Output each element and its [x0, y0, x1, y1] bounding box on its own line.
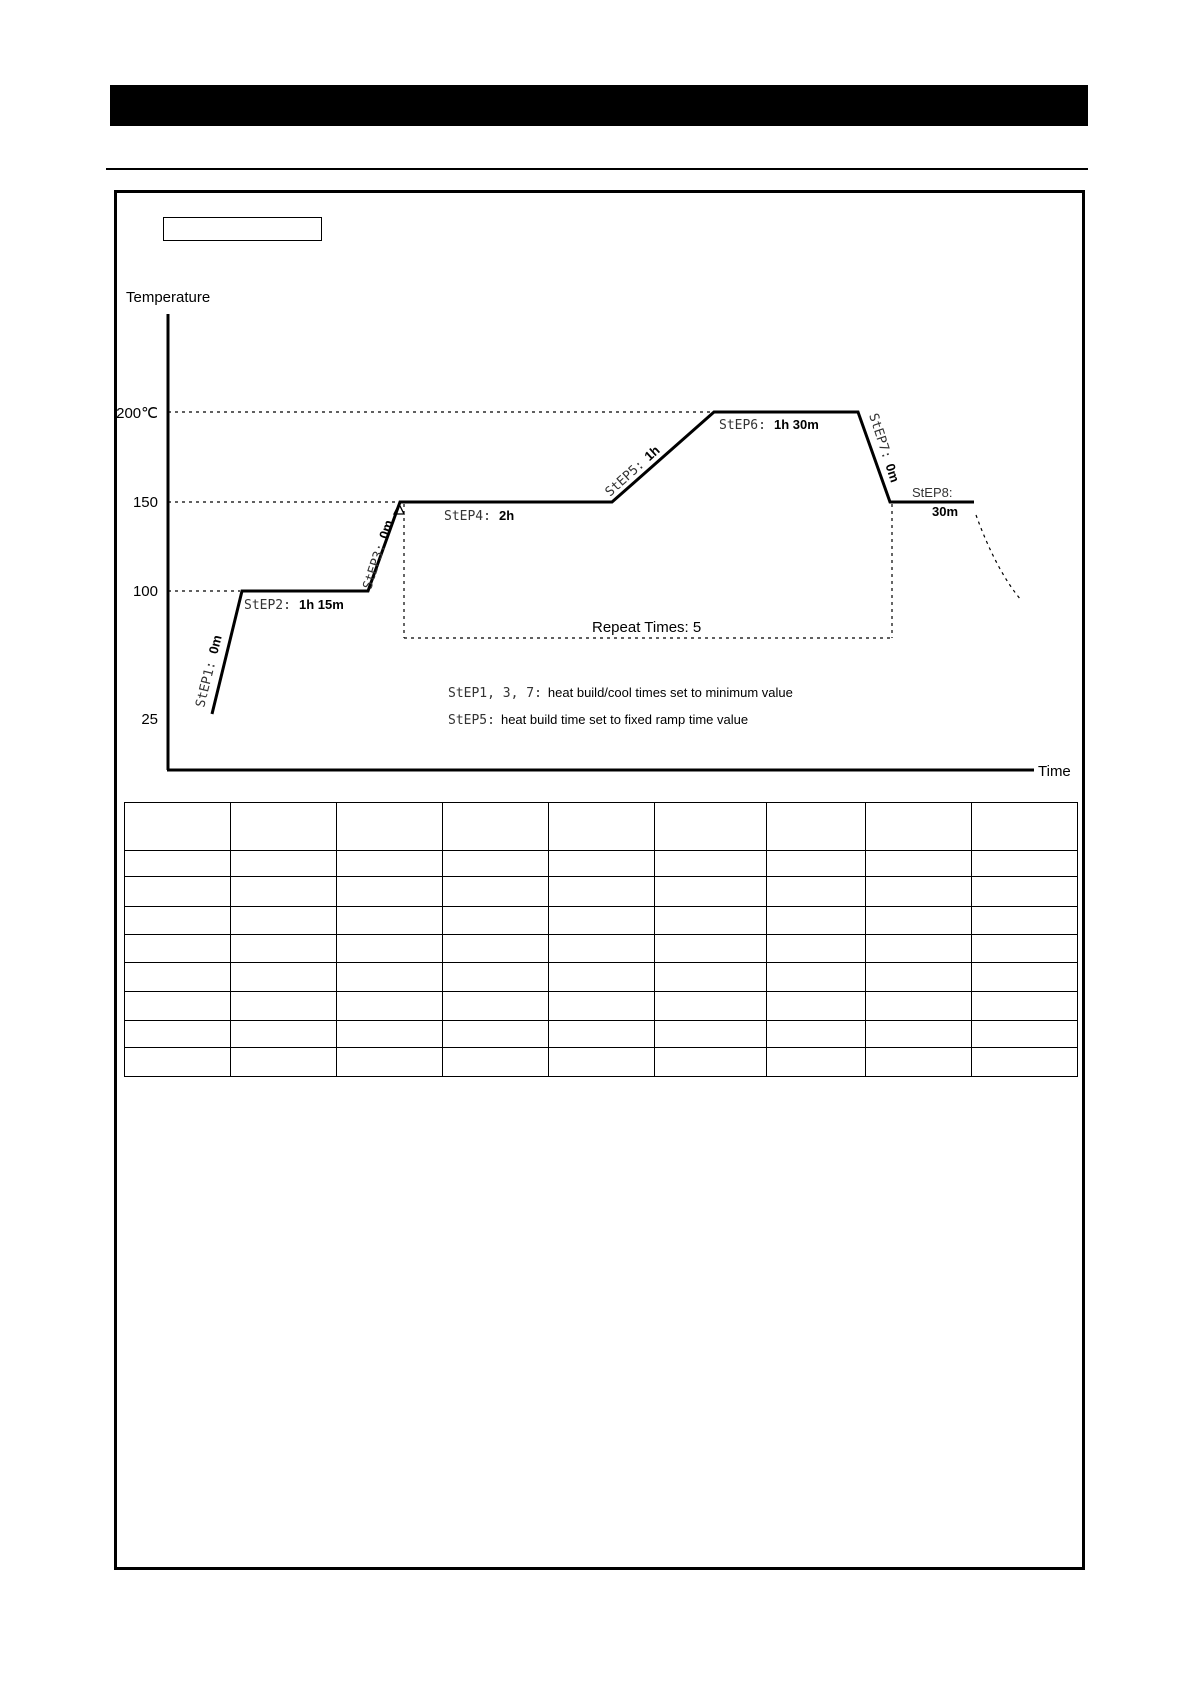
step2-label: StEP2: 1h 15m: [244, 597, 344, 613]
table-row: [125, 907, 1078, 935]
step8-code: StEP8:: [912, 485, 953, 500]
header-rule: [106, 168, 1088, 170]
table-row: [125, 935, 1078, 963]
table-row: [125, 1048, 1078, 1077]
temperature-profile-diagram: [116, 280, 1076, 790]
step3-label: StEP3:0m: [360, 518, 397, 592]
note-fixed-ramp: StEP5: heat build time set to fixed ramp time value: [448, 712, 749, 728]
program-table: [124, 802, 1078, 1077]
continuation-curve: [976, 515, 1021, 600]
step6-label: StEP6: 1h 30m: [719, 417, 819, 433]
step1-label: StEP1:0m: [193, 633, 225, 709]
table-row: [125, 992, 1078, 1021]
temperature-profile-line: [212, 412, 974, 714]
x-axis-label: Time: [1038, 763, 1071, 780]
step4-label: StEP4: 2h: [444, 508, 515, 524]
table-row: [125, 851, 1078, 877]
step8-time: 30m: [932, 504, 959, 519]
repeat-times-label: Repeat Times: 5: [592, 619, 702, 636]
y-tick-150: 150: [132, 494, 158, 511]
y-tick-200: 200℃: [116, 405, 158, 422]
step5-label: StEP5:1h: [602, 442, 663, 500]
example-label-box: [163, 217, 322, 241]
y-tick-25: 25: [141, 711, 158, 728]
y-tick-100: 100: [132, 583, 158, 600]
note-min-value: StEP1, 3, 7: heat build/cool times set to minimum value: [448, 685, 793, 701]
step7-label: StEP7:0m: [865, 411, 903, 485]
table-row: [125, 963, 1078, 992]
table-row: [125, 1021, 1078, 1048]
table-header-row: [125, 803, 1078, 851]
y-axis-label: Temperature: [126, 289, 211, 306]
table-row: [125, 877, 1078, 907]
section-header-bar: [110, 85, 1088, 126]
